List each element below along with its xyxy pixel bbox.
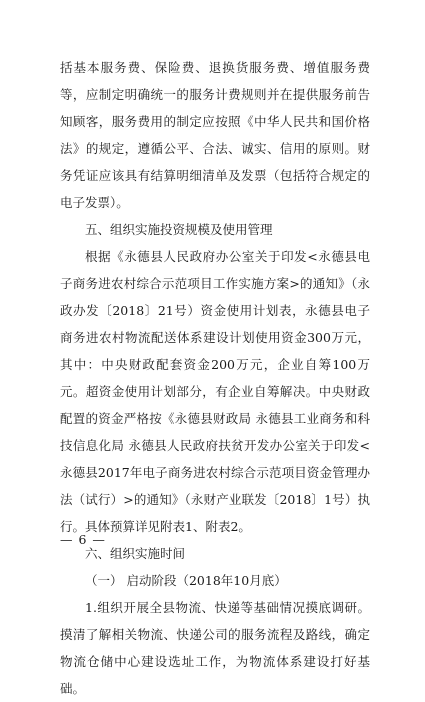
document-body bbox=[60, 54, 370, 702]
page-number: — 6 — bbox=[60, 532, 106, 547]
subheading-launch-phase: （一） 启动阶段（2018年10月底） bbox=[85, 573, 287, 588]
paragraph-survey: 1.组织开展全县物流、快递等基础情况摸底调研。摸清了解相关物流、快递公司的服务流程及路线，确定物流仓储中心建设选址工作，为物流体系建设打好基础。 bbox=[60, 600, 370, 696]
section-heading-investment: 五、组织实施投资规模及使用管理 bbox=[85, 222, 273, 237]
section-heading-timeline: 六、组织实施时间 bbox=[85, 546, 186, 561]
paragraph-service-fees: 括基本服务费、保险费、退换货服务费、增值服务费等，应制定明确统一的服务计费规则并在提供服务前告知顾客，服务费用的制定应按照《中华人民共和国价格法》的规定，遵循公平、合法、诚实、信用的原则。财务凭证应该具有结算明细清单及发票（包括符合规定的电子发票）。 bbox=[60, 60, 370, 210]
paragraph-funding: 根据《永德县人民政府办公室关于印发<永德县电子商务进农村综合示范项目工作实施方案>的通知》（永政办发〔2018〕21号）资金使用计划表，永德县电子商务进农村物流配送体系建设计划使用资金300万元，其中：中央财政配套资金200万元，企业自筹100万元。超资金使用计划部分，有企业自筹解决。中央财政配置的资金严格按《永德县财政局 永德县工业商务和科技信息化局 永德县人民政府扶贫开发办公室关于印发<永德县2017年电子商务进农村综合示范项目资金管理办法（试行）>的通知》（永财产业联发〔2018〕1号）执行。具体预算详见附表1、附表2。 bbox=[60, 249, 370, 534]
